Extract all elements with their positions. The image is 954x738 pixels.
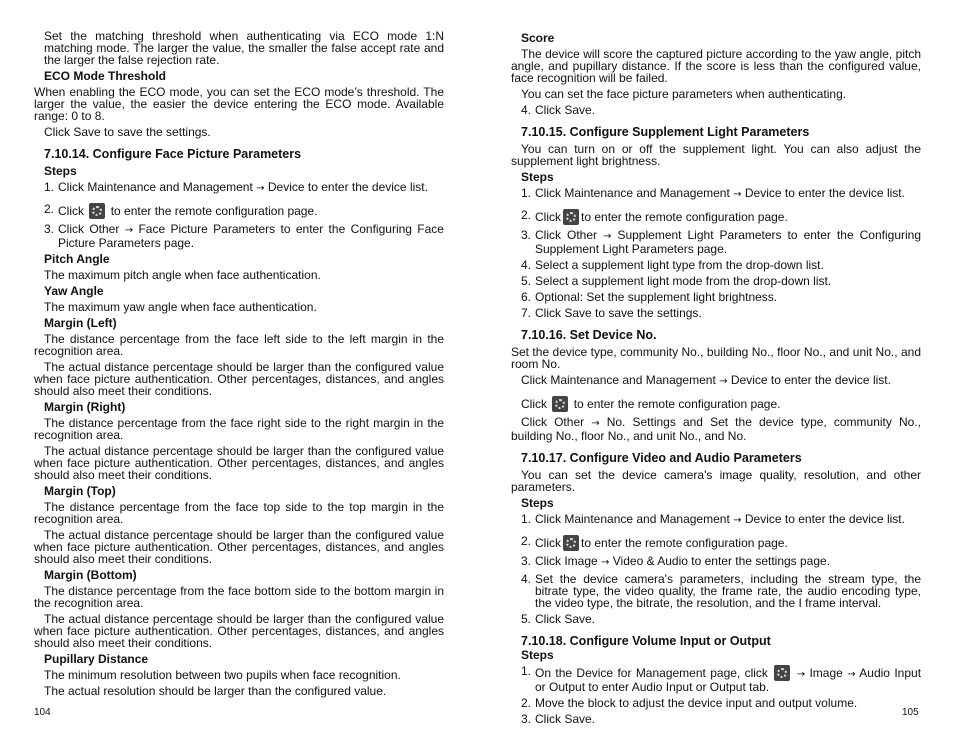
arrow-right-icon: → <box>256 183 265 194</box>
arrow-right-icon: → <box>719 376 728 387</box>
s18-step-3: 3. Click Save. <box>521 712 596 726</box>
s17-step-3: 3. Click Image → Video & Audio to enter the settings page. <box>521 554 831 568</box>
steps-label: Steps <box>44 164 77 178</box>
s15-step-4: 4. Select a supplement light type from the drop-down list. <box>521 258 824 272</box>
margin-left-note: The actual distance percentage should be larger than the configured value when face picture authentication. Other percentages, distances, and angles should also meet their conditions. <box>34 360 444 398</box>
section-title-7-10-16: 7.10.16. Set Device No. <box>521 328 657 342</box>
device-no-p1: Click Maintenance and Management → Device to enter the device list. <box>521 373 891 387</box>
steps-label: Steps <box>521 496 554 510</box>
device-no-p2: Click to enter the remote configuration page. <box>521 397 781 411</box>
threshold-intro: Set the matching threshold when authenticating via ECO mode 1:N matching mode. The larger the value, the smaller the false accept rate and the larger the false rejection rate. <box>44 29 444 67</box>
page-number-right: 105 <box>902 707 919 718</box>
pitch-angle-text: The maximum pitch angle when face authentication. <box>44 268 321 282</box>
section-title-7-10-15: 7.10.15. Configure Supplement Light Parameters <box>521 125 810 139</box>
arrow-right-icon: → <box>733 189 742 200</box>
video-audio-intro: You can set the device camera's image quality, resolution, and other parameters. <box>511 468 921 494</box>
margin-top-note: The actual distance percentage should be larger than the configured value when face picture authentication. Other percentages, distances, and angles should also meet their conditions. <box>34 528 444 566</box>
remote-config-gear-icon[interactable] <box>774 665 790 681</box>
eco-threshold-heading: ECO Mode Threshold <box>44 69 167 83</box>
device-no-intro: Set the device type, community No., building No., floor No., and unit No., and room No. <box>511 345 921 371</box>
section-title-7-10-17: 7.10.17. Configure Video and Audio Parameters <box>521 451 802 465</box>
margin-top-heading: Margin (Top) <box>44 484 116 498</box>
supplement-light-intro: You can turn on or off the supplement light. You can also adjust the supplement light brightness. <box>511 142 921 168</box>
right-page <box>511 30 921 729</box>
margin-left-heading: Margin (Left) <box>44 316 117 330</box>
s17-step-4: 4. Set the device camera's parameters, including the stream type, the bitrate type, the video quality, the frame rate, the audio encoding type, the video type, the bitrate, the resolution, and the I frame interval. <box>521 572 921 610</box>
remote-config-gear-icon[interactable] <box>552 396 568 412</box>
steps-label: Steps <box>521 170 554 184</box>
pupillary-distance-text-2: The actual resolution should be larger than the configured value. <box>44 684 387 698</box>
arrow-right-icon: → <box>847 669 856 680</box>
arrow-right-icon: → <box>603 231 612 242</box>
margin-right-heading: Margin (Right) <box>44 400 126 414</box>
margin-right-text: The distance percentage from the face right side to the right margin in the recognition area. <box>34 416 444 442</box>
margin-right-note: The actual distance percentage should be larger than the configured value when face picture authentication. Other percentages, distances, and angles should also meet their conditions. <box>34 444 444 482</box>
remote-config-gear-icon[interactable] <box>89 203 105 219</box>
score-text: The device will score the captured picture according to the yaw angle, pitch angle, and pupillary distance. If the score is less than the configured value, face recognition will be failed. <box>511 47 921 85</box>
step-2: 2. Click to enter the remote configuration page. <box>44 202 318 218</box>
s15-step-1: 1. Click Maintenance and Management → Device to enter the device list. <box>521 186 905 200</box>
section-title-7-10-14: 7.10.14. Configure Face Picture Parameters <box>44 147 302 161</box>
s15-step-6: 6. Optional: Set the supplement light brightness. <box>521 290 778 304</box>
margin-left-text: The distance percentage from the face left side to the left margin in the recognition area. <box>34 332 444 358</box>
margin-bottom-heading: Margin (Bottom) <box>44 568 137 582</box>
s17-step-2: 2. Click to enter the remote configuration page. <box>521 534 788 550</box>
s15-step-7: 7. Click Save to save the settings. <box>521 306 702 320</box>
s17-step-1: 1. Click Maintenance and Management → Device to enter the device list. <box>521 512 905 526</box>
step-1: 1. Click Maintenance and Management → Device to enter the device list. <box>44 180 428 194</box>
section-title-7-10-18: 7.10.18. Configure Volume Input or Output <box>521 634 771 648</box>
s15-step-2: 2. Click to enter the remote configuration page. <box>521 208 788 224</box>
save-settings-text: Click Save to save the settings. <box>44 125 211 139</box>
step-3: 3. Click Other → Face Picture Parameters to enter the Configuring Face Picture Parameters page. <box>44 222 444 250</box>
margin-bottom-text: The distance percentage from the face bottom side to the bottom margin in the recognition area. <box>34 584 444 610</box>
s15-step-5: 5. Select a supplement light mode from the drop-down list. <box>521 274 832 288</box>
arrow-right-icon: → <box>796 669 806 680</box>
margin-top-text: The distance percentage from the face top side to the top margin in the recognition area. <box>34 500 444 526</box>
steps-label: Steps <box>521 648 554 662</box>
face-set-text: You can set the face picture parameters when authenticating. <box>521 87 847 101</box>
pitch-angle-heading: Pitch Angle <box>44 252 110 266</box>
pupillary-distance-text-1: The minimum resolution between two pupils when face recognition. <box>44 668 401 682</box>
s18-step-1: 1. On the Device for Management page, click → Image → Audio Input or Output to enter Audio Input or Output tab. <box>521 664 922 694</box>
eco-threshold-text: When enabling the ECO mode, you can set the ECO mode’s threshold. The larger the value, the easier the device entering the ECO mode. Available range: 0 to 8. <box>34 85 444 123</box>
arrow-right-icon: → <box>733 515 742 526</box>
arrow-right-icon: → <box>601 557 610 568</box>
margin-bottom-note: The actual distance percentage should be larger than the configured value when face picture authentication. Other percentages, distances, and angles should also meet their conditions. <box>34 612 444 650</box>
pupillary-distance-heading: Pupillary Distance <box>44 652 149 666</box>
step-4: 4. Click Save. <box>521 103 596 117</box>
s17-step-5: 5. Click Save. <box>521 612 596 626</box>
yaw-angle-text: The maximum yaw angle when face authentication. <box>44 300 317 314</box>
arrow-right-icon: → <box>124 225 134 236</box>
score-heading: Score <box>521 31 555 45</box>
page-number-left: 104 <box>34 707 51 718</box>
device-no-p3: Click Other → No. Settings and Set the device type, community No., building No., floor No., and unit No., and No. <box>511 415 921 443</box>
arrow-right-icon: → <box>591 418 600 429</box>
left-page <box>34 30 444 701</box>
remote-config-gear-icon[interactable] <box>563 535 579 551</box>
yaw-angle-heading: Yaw Angle <box>44 284 104 298</box>
remote-config-gear-icon[interactable] <box>563 209 579 225</box>
s18-step-2: 2. Move the block to adjust the device input and output volume. <box>521 696 858 710</box>
s15-step-3: 3. Click Other → Supplement Light Parameters to enter the Configuring Supplement Light Parameters page. <box>521 228 921 256</box>
